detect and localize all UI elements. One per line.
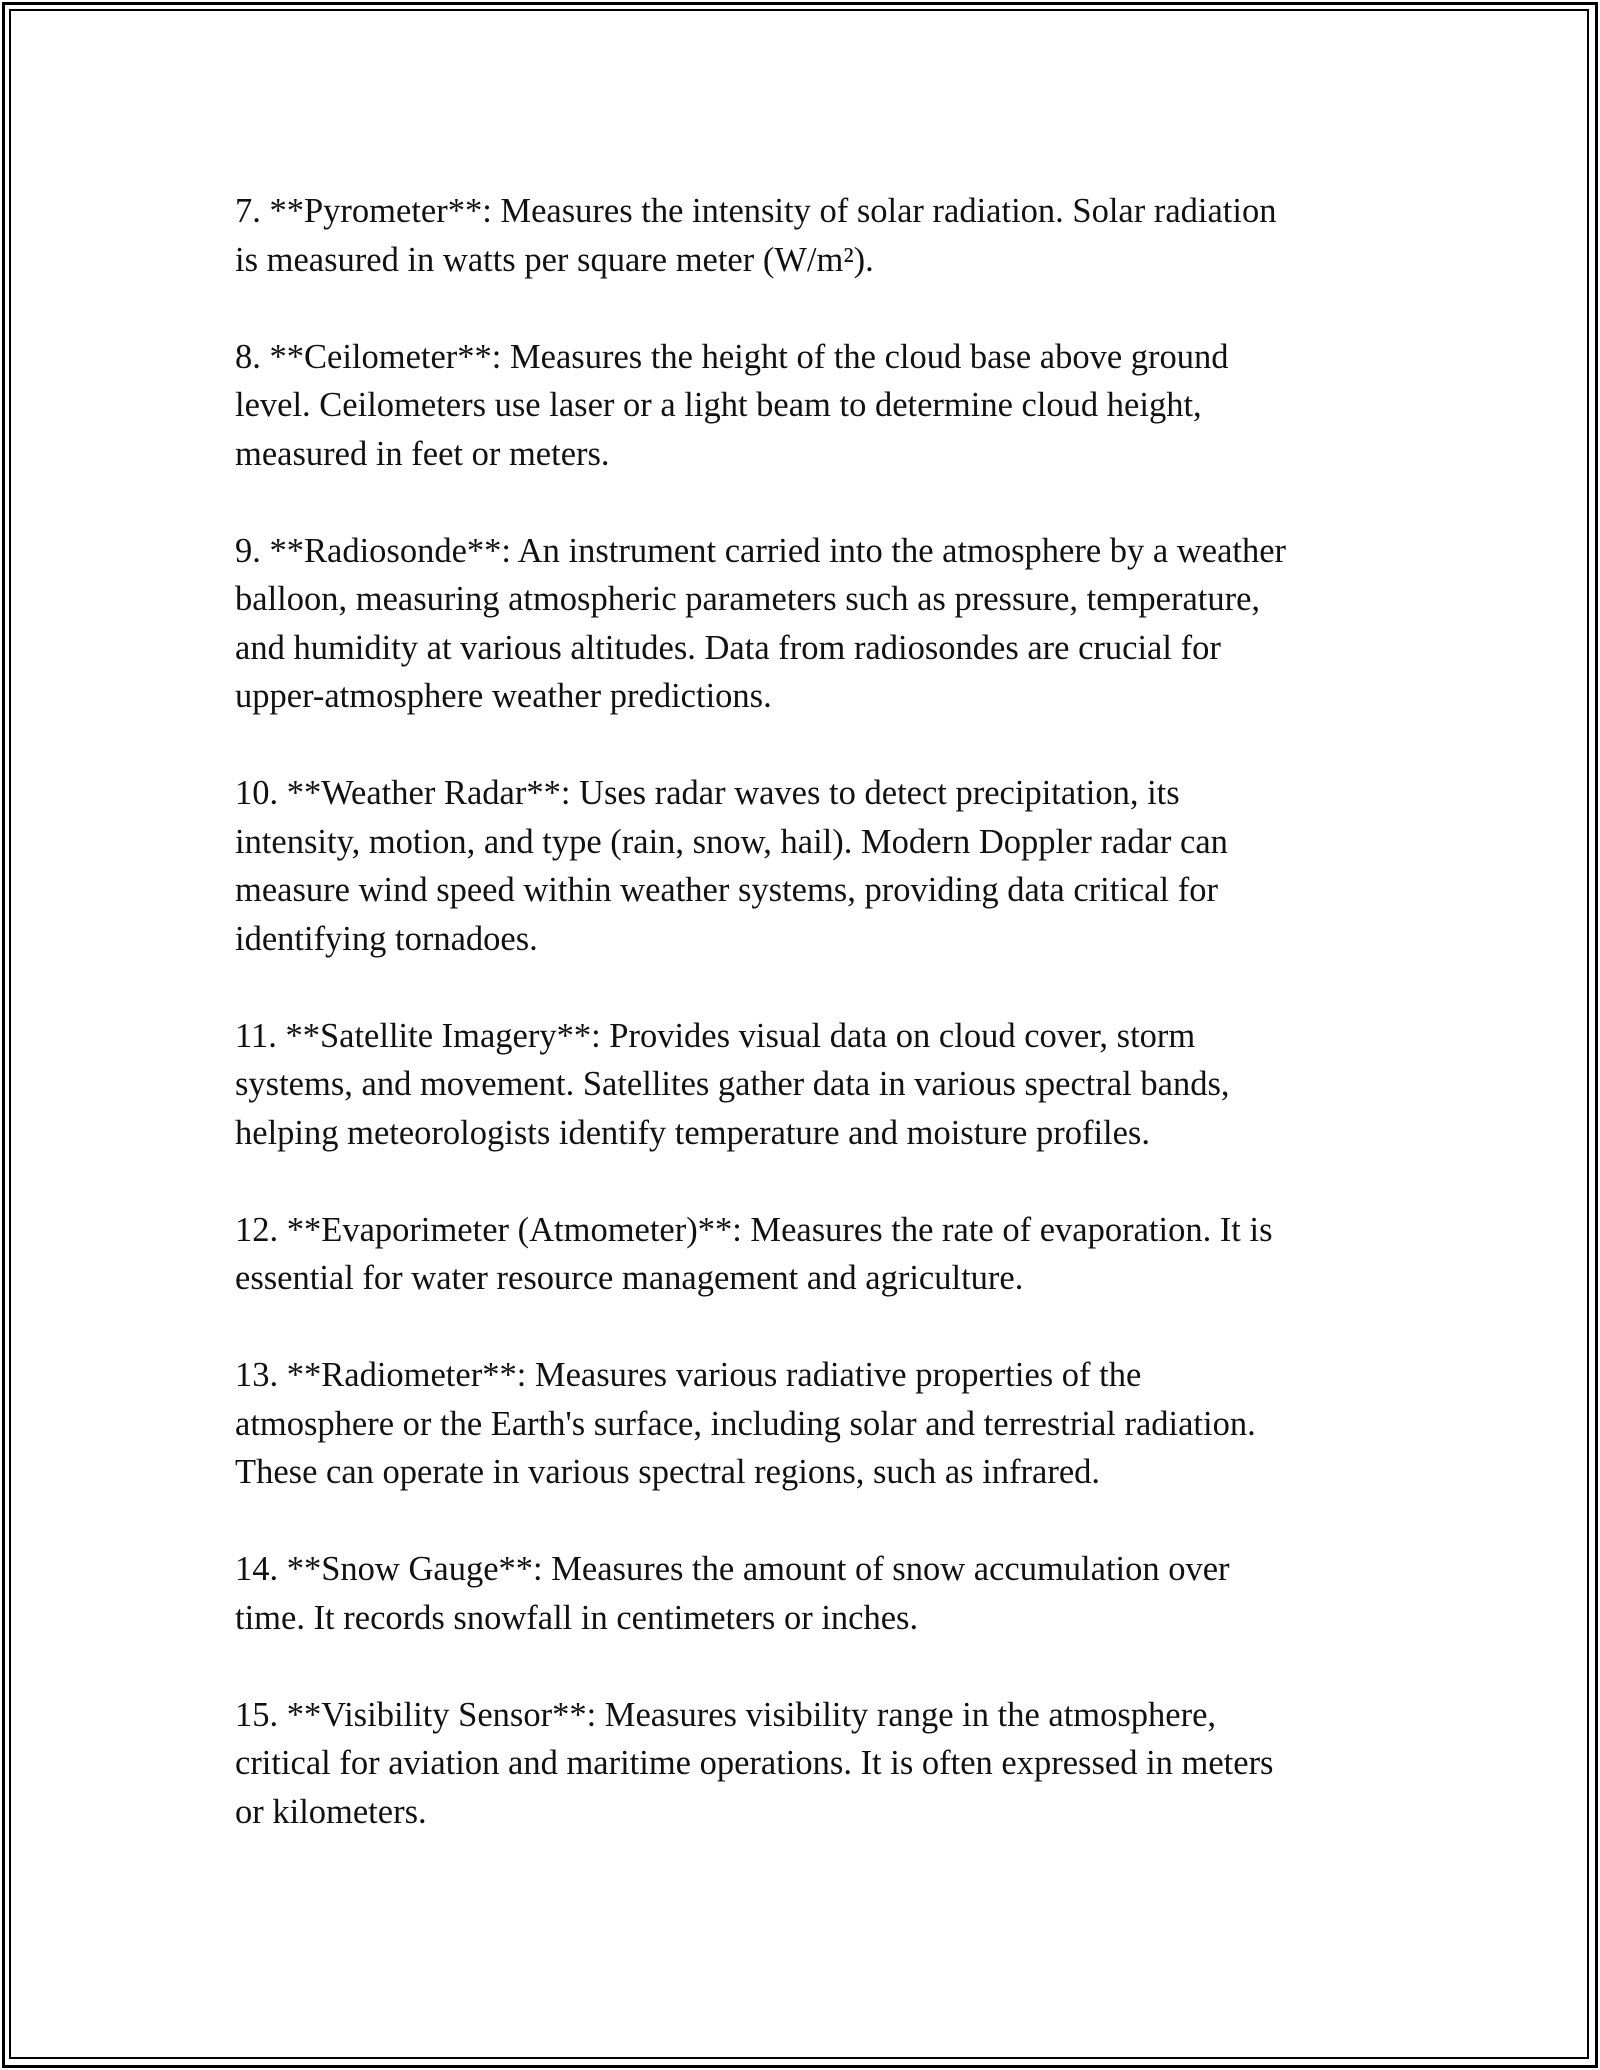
- list-item-weather-radar: 10. **Weather Radar**: Uses radar waves to detect precipitation, its intensity, motion, and type (rain, snow, hail). Modern Doppler radar can measure wind speed within weather systems, providing data critical for identifying tornadoes.: [235, 774, 1228, 958]
- list-item-radiosonde: 9. **Radiosonde**: An instrument carried into the atmosphere by a weather balloon, measuring atmospheric parameters such as pressure, temperature, and humidity at various altitudes. Data from radiosondes are crucial for upper-atmosphere weather predictions.: [235, 531, 1287, 715]
- list-item-visibility-sensor: 15. **Visibility Sensor**: Measures visibility range in the atmosphere, critical for aviation and maritime operations. It is often expressed in meters or kilometers.: [235, 1695, 1274, 1831]
- list-item-pyrometer: 7. **Pyrometer**: Measures the intensity of solar radiation. Solar radiation is measured in watts per square meter (W/m²).: [235, 192, 1277, 279]
- list-item-evaporimeter: 12. **Evaporimeter (Atmometer)**: Measures the rate of evaporation. It is essential for water resource management and agriculture.: [235, 1210, 1273, 1297]
- list-item-ceilometer: 8. **Ceilometer**: Measures the height of the cloud base above ground level. Ceilometers use laser or a light beam to determine cloud height, measured in feet or meters.: [235, 337, 1229, 473]
- list-item-satellite-imagery: 11. **Satellite Imagery**: Provides visual data on cloud cover, storm systems, and movement. Satellites gather data in various spectral bands, helping meteorologists identify temperature and moisture profiles.: [235, 1016, 1230, 1152]
- document-body: [235, 187, 1375, 1885]
- list-item-radiometer: 13. **Radiometer**: Measures various radiative properties of the atmosphere or the Earth's surface, including solar and terrestrial radiation. These can operate in various spectral regions, such as infrared.: [235, 1356, 1256, 1491]
- list-item-snow-gauge: 14. **Snow Gauge**: Measures the amount of snow accumulation over time. It records snowfall in centimeters or inches.: [235, 1550, 1230, 1637]
